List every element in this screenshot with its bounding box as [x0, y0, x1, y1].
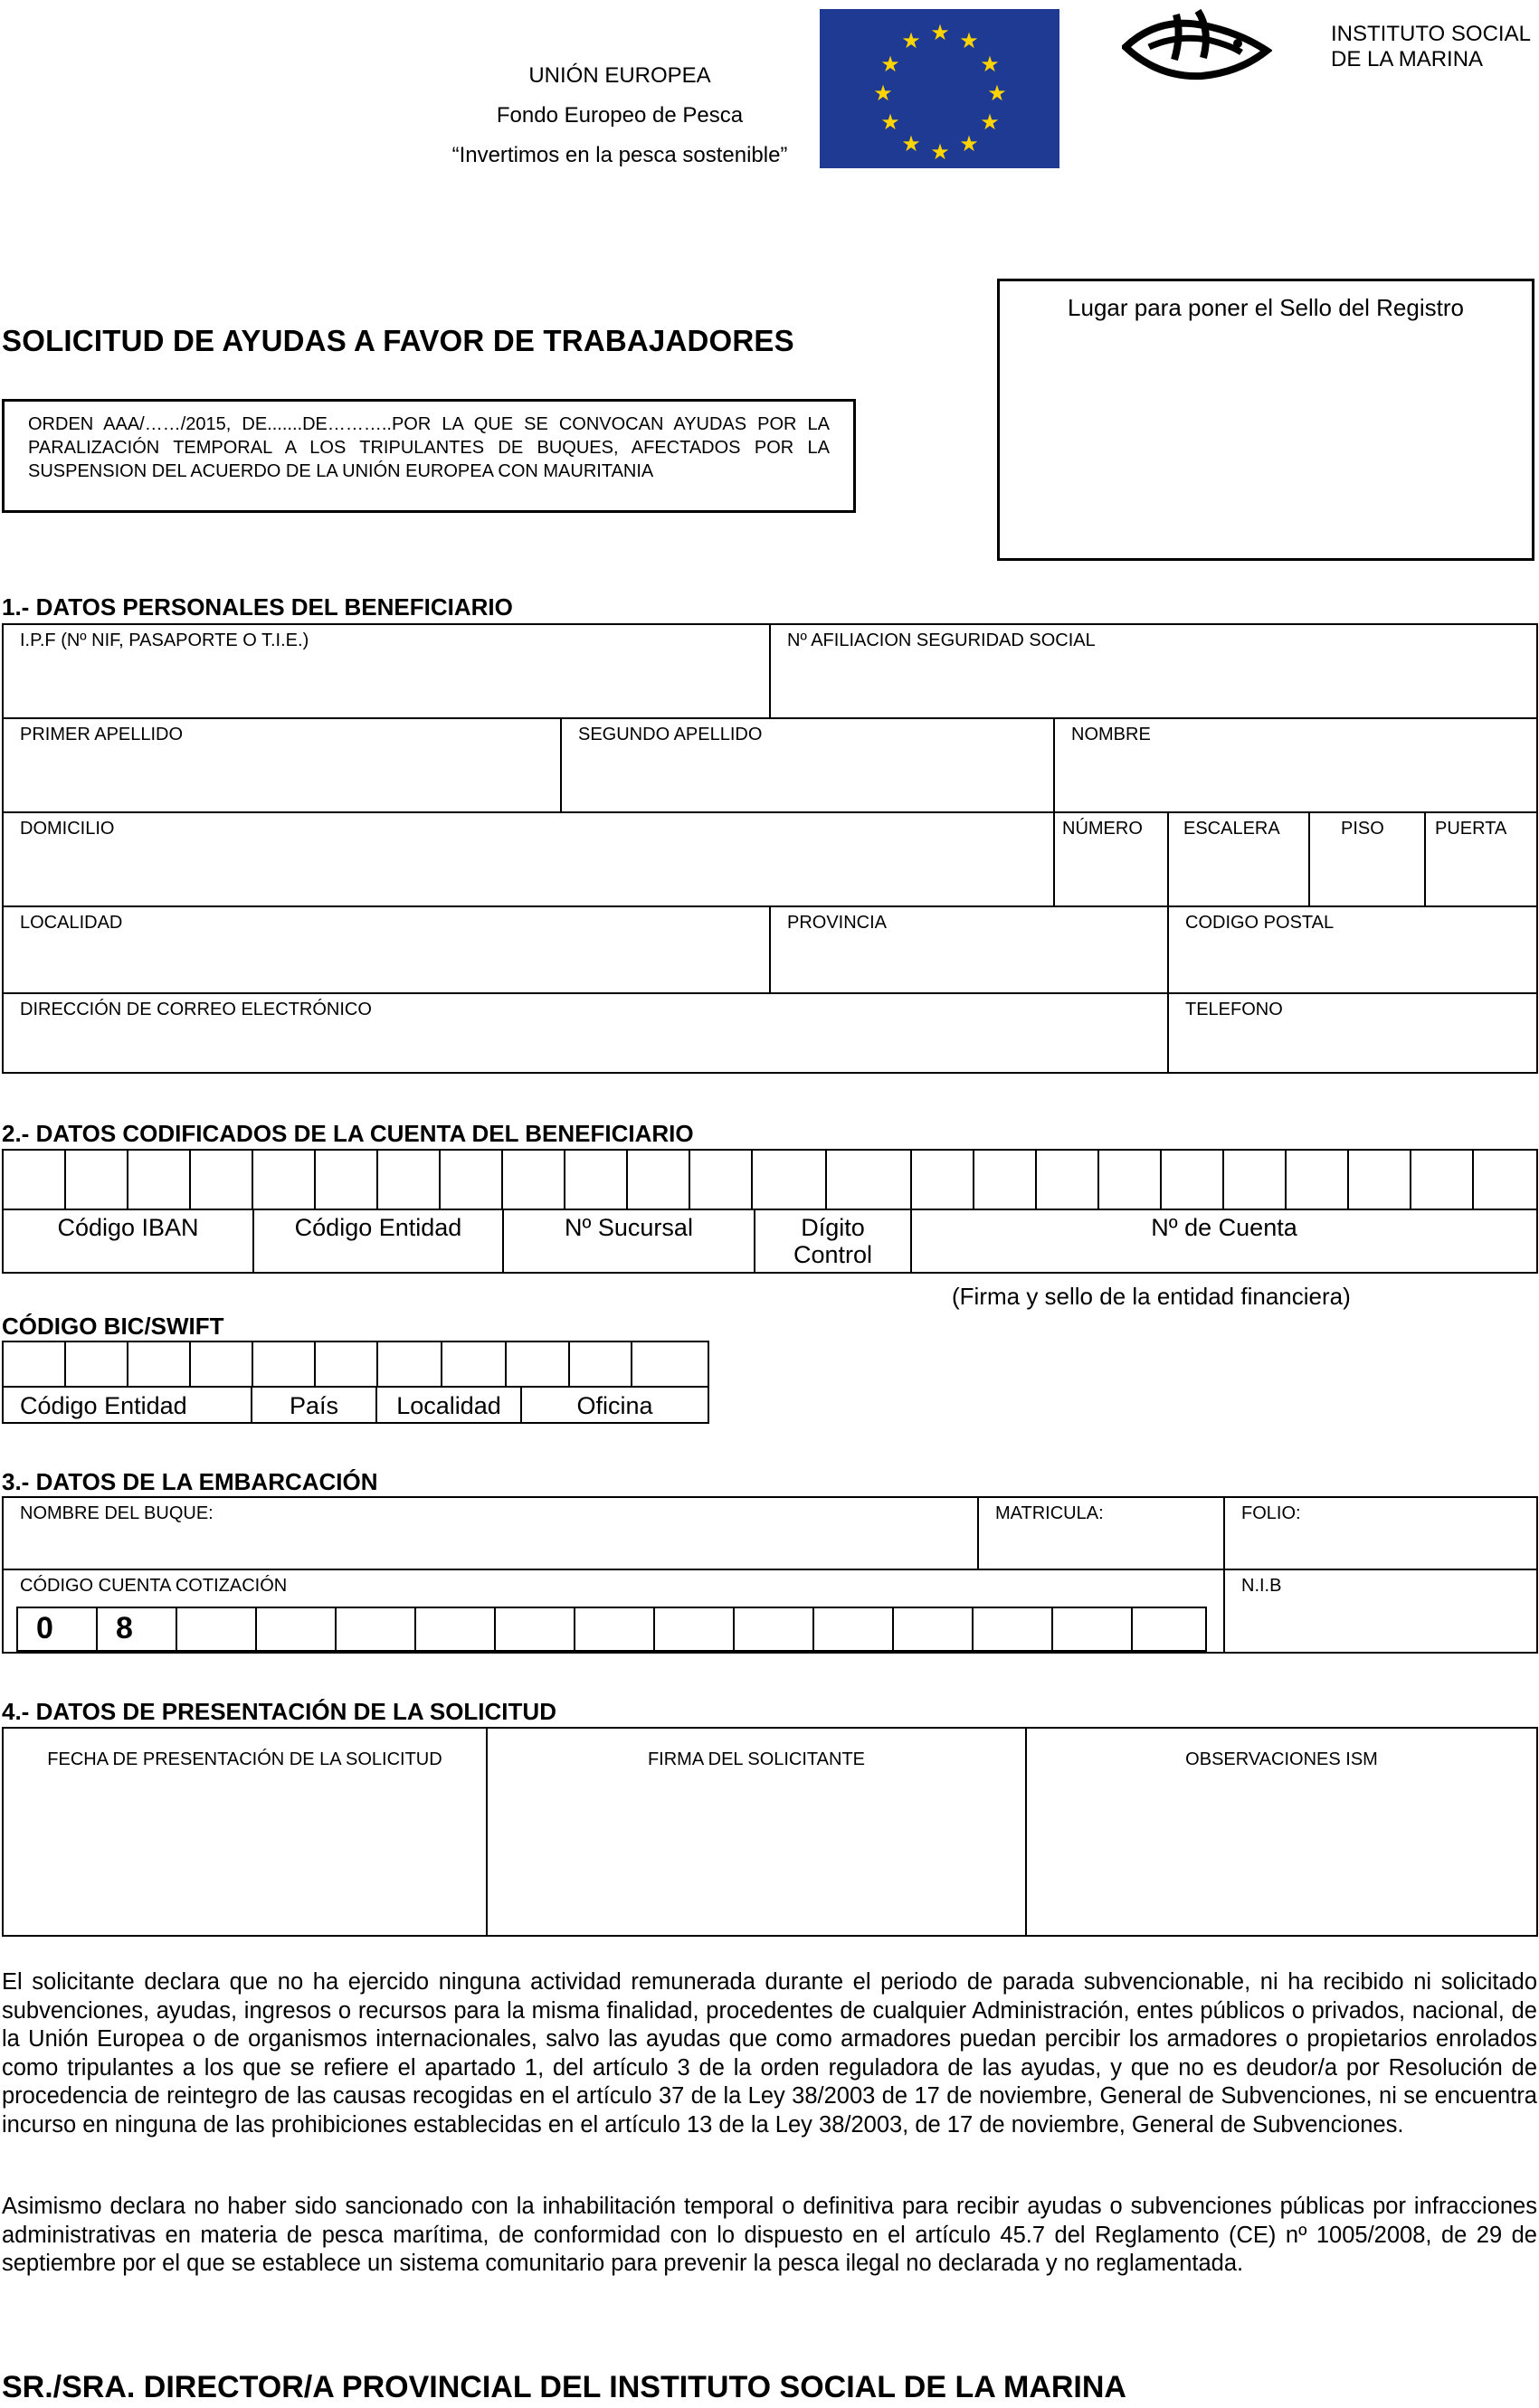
addressee-title: SR./SRA. DIRECTOR/A PROVINCIAL DEL INSTITUTO SOCIAL DE LA MARINA [2, 2370, 1126, 2404]
account-digit-box[interactable] [825, 1149, 912, 1210]
afiliacion-field[interactable] [769, 623, 1538, 719]
ccc-digit-box[interactable] [653, 1607, 735, 1652]
account-digit-box[interactable] [910, 1149, 974, 1210]
entity-signature-label: (Firma y sello de la entidad financiera) [952, 1283, 1351, 1310]
ccc-digit-box[interactable] [96, 1607, 177, 1652]
telefono-field[interactable] [1167, 992, 1538, 1074]
folio-field[interactable] [1223, 1496, 1538, 1570]
piso-label: PISO [1341, 819, 1384, 839]
observaciones-field[interactable] [1025, 1727, 1538, 1937]
bic-digit-box[interactable] [314, 1341, 378, 1388]
observaciones-label: OBSERVACIONES ISM [1185, 1749, 1378, 1769]
bic-digit-box[interactable] [2, 1341, 66, 1388]
bic-localidad-label: Localidad [375, 1386, 522, 1424]
provincia-field[interactable] [769, 905, 1169, 994]
ccc-label: CÓDIGO CUENTA COTIZACIÓN [20, 1576, 288, 1596]
declaration-paragraph-2: Asimismo declara no haber sido sancionado con la inhabilitación temporal o definitiva para recibir ayudas o subvenciones públicas por infracciones administrativas en materia de pesca marítima, de conformidad con lo dispuesto en el artículo 45.7 del Reglamento (CE) nº 1005/2008, de 29 de septiembre por el que se establece un sistema comunitario para prevenir la pesca ilegal no declarada y no reglamentada. [2, 2194, 1537, 2276]
sucursal-label: Nº Sucursal [502, 1209, 755, 1274]
entidad-label: Código Entidad [252, 1209, 504, 1274]
institute-line-1: INSTITUTO SOCIAL [1331, 22, 1531, 46]
ccc-digit-box[interactable] [892, 1607, 974, 1652]
numero-label: NÚMERO [1062, 819, 1143, 839]
account-digit-box[interactable] [1410, 1149, 1474, 1210]
ccc-digit-box[interactable] [414, 1607, 496, 1652]
email-label: DIRECCIÓN DE CORREO ELECTRÓNICO [20, 1000, 372, 1019]
bic-digit-box[interactable] [127, 1341, 191, 1388]
form-title: SOLICITUD DE AYUDAS A FAVOR DE TRABAJADORES [2, 324, 794, 357]
account-digit-box[interactable] [973, 1149, 1037, 1210]
nib-label: N.I.B [1241, 1576, 1282, 1596]
section4-title: 4.- DATOS DE PRESENTACIÓN DE LA SOLICITUD [2, 1698, 556, 1725]
ccc-digit-box[interactable] [574, 1607, 655, 1652]
ccc-digit-box[interactable] [812, 1607, 894, 1652]
segundo-apellido-label: SEGUNDO APELLIDO [578, 725, 763, 744]
nombre-field[interactable] [1053, 717, 1538, 813]
account-digit-row [2, 1149, 1538, 1210]
email-field[interactable] [2, 992, 1169, 1074]
section1-title: 1.- DATOS PERSONALES DEL BENEFICIARIO [2, 593, 513, 621]
account-digit-box[interactable] [564, 1149, 628, 1210]
bic-title: CÓDIGO BIC/SWIFT [2, 1313, 224, 1340]
account-digit-box[interactable] [1097, 1149, 1162, 1210]
eu-header [389, 56, 850, 175]
segundo-apellido-field[interactable] [560, 717, 1055, 813]
matricula-label: MATRICULA: [995, 1503, 1104, 1523]
escalera-field[interactable] [1167, 811, 1310, 907]
bic-digit-box[interactable] [252, 1341, 316, 1388]
account-digit-box[interactable] [189, 1149, 253, 1210]
firma-solicitante-label: FIRMA DEL SOLICITANTE [647, 1749, 866, 1769]
ism-logo-icon [1122, 7, 1272, 83]
account-digit-box[interactable] [751, 1149, 827, 1210]
registry-stamp-label: Lugar para poner el Sello del Registro [1068, 294, 1464, 321]
bic-oficina-label: Oficina [520, 1386, 709, 1424]
primer-apellido-label: PRIMER APELLIDO [20, 725, 184, 744]
ccc-digit-box[interactable] [176, 1607, 257, 1652]
registry-stamp-box [997, 279, 1534, 561]
bic-digit-box[interactable] [64, 1341, 128, 1388]
fecha-presentacion-field[interactable] [2, 1727, 488, 1937]
bic-digit-box[interactable] [631, 1341, 709, 1388]
account-digit-box[interactable] [1347, 1149, 1411, 1210]
primer-apellido-field[interactable] [2, 717, 562, 813]
ccc-digit-box[interactable] [1131, 1607, 1207, 1652]
nombre-buque-label: NOMBRE DEL BUQUE: [20, 1503, 214, 1523]
ccc-digit-box[interactable] [972, 1607, 1053, 1652]
account-digit-box[interactable] [2, 1149, 66, 1210]
institute-name [1331, 22, 1531, 72]
firma-solicitante-field[interactable] [486, 1727, 1027, 1937]
order-box: ORDEN AAA/……/2015, DE.......DE………..POR LA QUE SE CONVOCAN AYUDAS POR LA PARALIZACIÓN TEMPORAL A LOS TRIPULANTES DE BUQUES, AFECTADOS POR LA SUSPENSION DEL ACUERDO DE LA UNIÓN EUROPEA CON MAURITANIA [2, 399, 856, 513]
account-digit-box[interactable] [439, 1149, 503, 1210]
bic-entidad-label: Código Entidad [2, 1386, 252, 1424]
piso-field[interactable] [1308, 811, 1426, 907]
ccc-digit-box[interactable] [733, 1607, 814, 1652]
domicilio-field[interactable] [2, 811, 1055, 907]
iban-label: Código IBAN [2, 1209, 254, 1274]
bic-digit-box[interactable] [505, 1341, 570, 1388]
bic-pais-label: País [251, 1386, 377, 1424]
ccc-digit-row [16, 1607, 1207, 1652]
section3-title: 3.- DATOS DE LA EMBARCACIÓN [2, 1468, 378, 1495]
digito-label: Dígito Control [754, 1209, 912, 1274]
escalera-label: ESCALERA [1183, 819, 1280, 839]
matricula-field[interactable] [977, 1496, 1225, 1570]
localidad-field[interactable] [2, 905, 771, 994]
section2-title: 2.- DATOS CODIFICADOS DE LA CUENTA DEL BENEFICIARIO [2, 1120, 694, 1147]
ipf-field[interactable] [2, 623, 771, 719]
account-digit-box[interactable] [314, 1149, 378, 1210]
bic-digit-box[interactable] [568, 1341, 632, 1388]
codigo-postal-field[interactable] [1167, 905, 1538, 994]
nib-field[interactable] [1223, 1569, 1538, 1654]
puerta-field[interactable] [1424, 811, 1538, 907]
account-digit-box[interactable] [1035, 1149, 1099, 1210]
telefono-label: TELEFONO [1185, 1000, 1283, 1019]
localidad-label: LOCALIDAD [20, 913, 123, 933]
ccc-digit-box[interactable] [335, 1607, 416, 1652]
eu-line-1: UNIÓN EUROPEA [528, 63, 711, 88]
eu-line-3: “Invertimos en la pesca sostenible” [451, 143, 788, 167]
bic-digit-row [2, 1341, 709, 1388]
account-digit-box[interactable] [1222, 1149, 1287, 1210]
bic-digit-box[interactable] [441, 1341, 507, 1388]
institute-line-2: DE LA MARINA [1331, 47, 1484, 71]
account-digit-box[interactable] [626, 1149, 690, 1210]
ccc-digit-2: 8 [116, 1611, 133, 1645]
fecha-presentacion-label: FECHA DE PRESENTACIÓN DE LA SOLICITUD [47, 1749, 442, 1769]
provincia-label: PROVINCIA [787, 913, 888, 933]
ccc-digit-box[interactable] [1051, 1607, 1133, 1652]
ccc-digit-box[interactable] [16, 1607, 98, 1652]
account-digit-box[interactable] [689, 1149, 753, 1210]
account-digit-box[interactable] [501, 1149, 565, 1210]
codigo-postal-label: CODIGO POSTAL [1185, 913, 1335, 933]
nombre-buque-field[interactable] [2, 1496, 979, 1570]
declaration-paragraph-1: El solicitante declara que no ha ejercido ninguna actividad remunerada durante el periodo de parada subvencionable, ni ha recibido ni solicitado subvenciones, ayudas, ingresos o recursos para la misma finalidad, procedentes de cualquier Administración, entes públicos o privados, nacional, de la Unión Europea o de organismos internacionales, salvo las ayudas que como armadores puedan percibir los armadores o propietarios enrolados como tripulantes a los que se refiere el apartado 1, del artículo 3 de la orden reguladora de las ayudas, y que no es deudor/a por Resolución de procedencia de reintegro de las causas recogidas en el artículo 37 de la Ley 38/2003 de 17 de noviembre, General de Subvenciones, ni se encuentra incurso en ninguna de las prohibiciones establecidas en el artículo 13 de la Ley 38/2003, de 17 de noviembre, General de Subvenciones. [2, 1969, 1537, 2138]
nombre-label: NOMBRE [1071, 725, 1151, 744]
account-digit-box[interactable] [1160, 1149, 1224, 1210]
account-digit-box[interactable] [127, 1149, 191, 1210]
domicilio-label: DOMICILIO [20, 819, 115, 839]
account-digit-box[interactable] [1472, 1149, 1538, 1210]
ccc-digit-1: 0 [36, 1611, 53, 1645]
ccc-digit-box[interactable] [494, 1607, 575, 1652]
account-digit-box[interactable] [64, 1149, 128, 1210]
puerta-label: PUERTA [1435, 819, 1507, 839]
account-digit-box[interactable] [1285, 1149, 1349, 1210]
account-digit-box[interactable] [252, 1149, 316, 1210]
cuenta-label: Nº de Cuenta [910, 1209, 1538, 1274]
ccc-digit-box[interactable] [255, 1607, 337, 1652]
account-digit-box[interactable] [376, 1149, 441, 1210]
numero-field[interactable] [1053, 811, 1169, 907]
bic-digit-box[interactable] [189, 1341, 253, 1388]
folio-label: FOLIO: [1241, 1503, 1301, 1523]
afiliacion-label: Nº AFILIACION SEGURIDAD SOCIAL [787, 630, 1096, 650]
eu-flag-icon: ★ ★ ★ ★ ★ ★ ★ ★ ★ ★ ★ ★ [820, 9, 1059, 168]
bic-digit-box[interactable] [376, 1341, 442, 1388]
eu-line-2: Fondo Europeo de Pesca [496, 103, 744, 128]
ipf-label: I.P.F (Nº NIF, PASAPORTE O T.I.E.) [20, 630, 309, 650]
